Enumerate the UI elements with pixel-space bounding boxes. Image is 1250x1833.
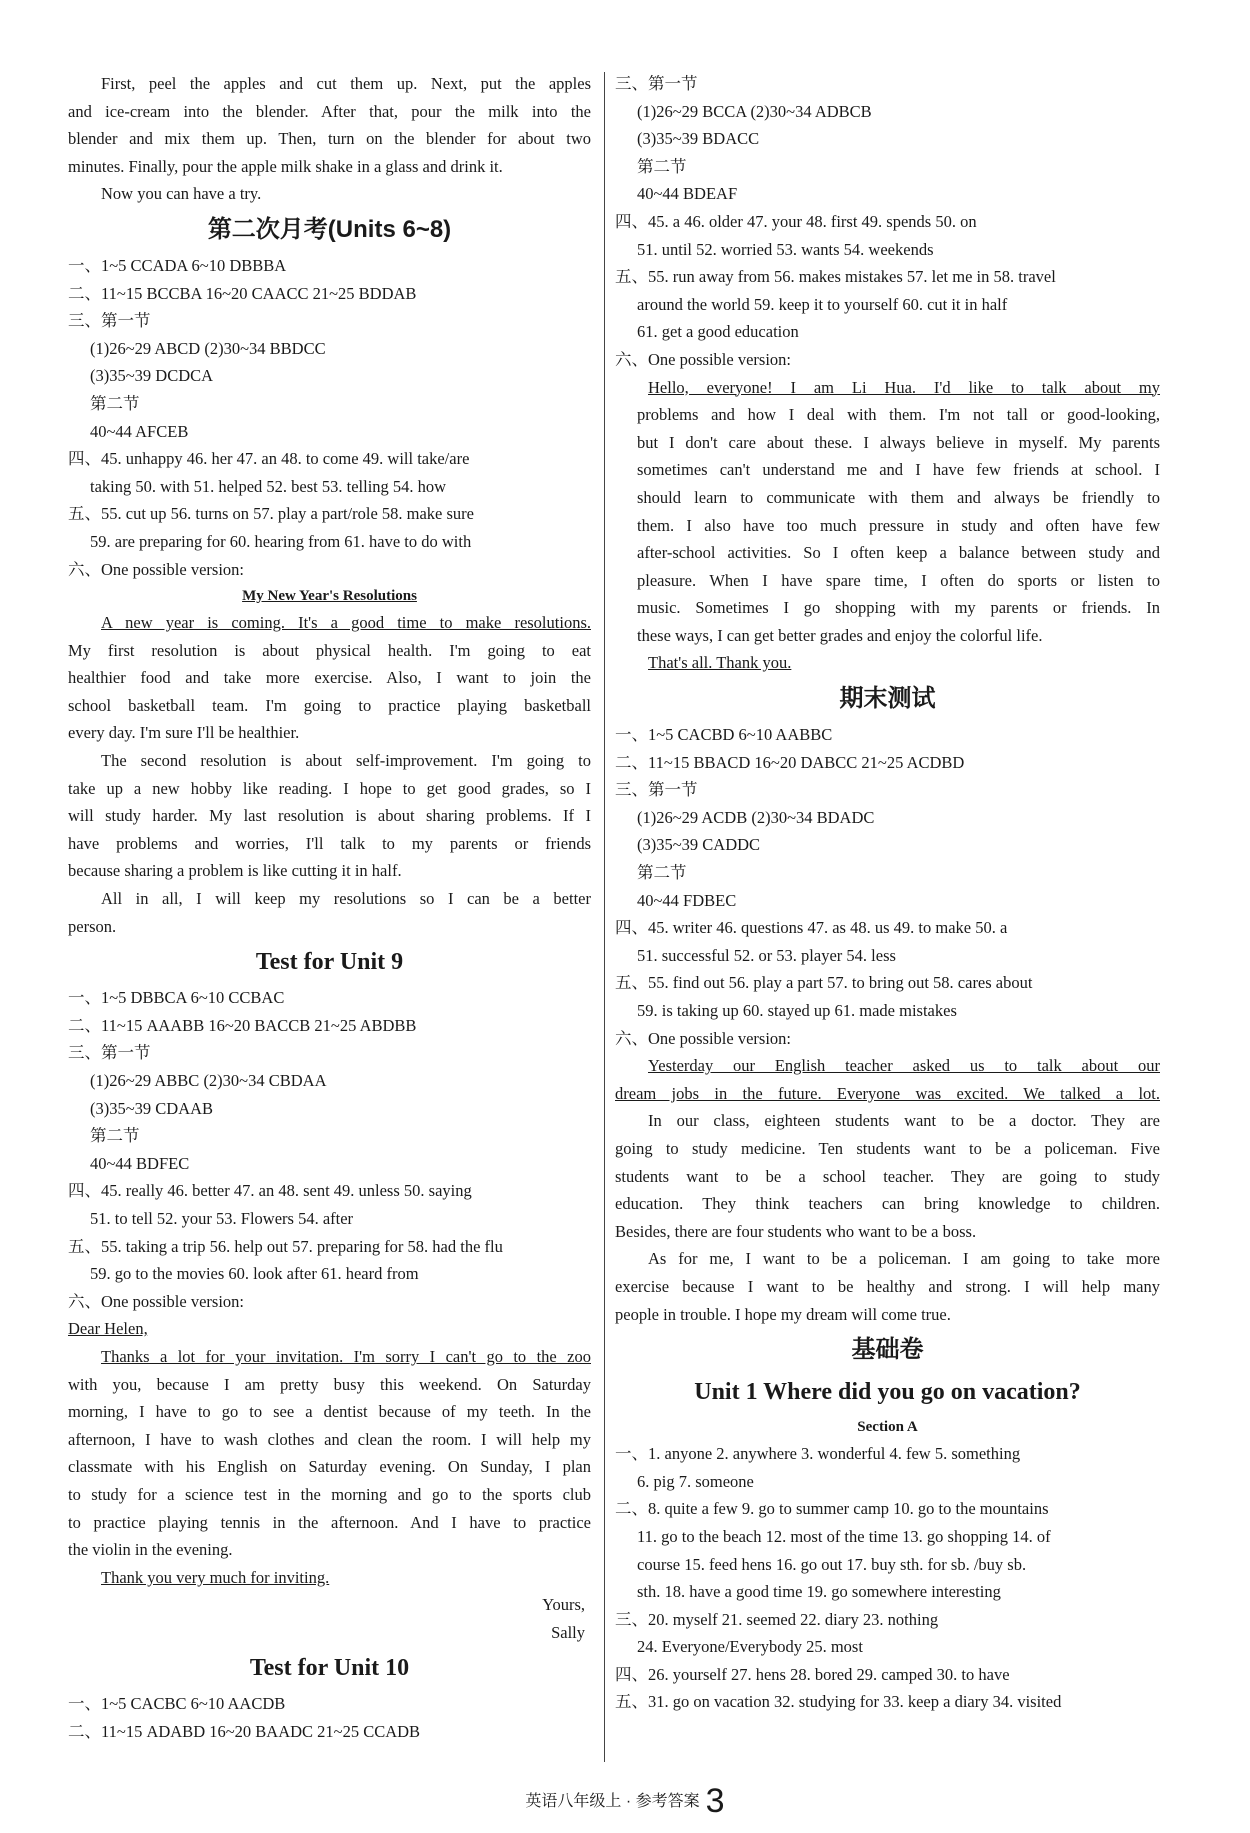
answer-line: 二、11~15 BCCBA 16~20 CAACC 21~25 BDDAB <box>68 283 417 303</box>
essay-line: All in all, I will keep my resolutions so I can be a better <box>101 889 591 909</box>
essay-line: take up a new hobby like reading. I hope to get good grades, so I <box>68 778 591 798</box>
answer-line: 四、45. a 46. older 47. your 48. first 49. spends 50. on <box>615 211 977 231</box>
answer-line: 六、One possible version: <box>615 349 791 369</box>
essay-line: Hello, everyone! I am Li Hua. I'd like to talk about my <box>648 377 1160 397</box>
essay-line: education. They think teachers can bring knowledge to children. <box>615 1194 1160 1214</box>
answer-line: 11. go to the beach 12. most of the time 13. go shopping 14. of <box>637 1526 1051 1546</box>
answer-line: 40~44 AFCEB <box>90 421 189 441</box>
essay-line: these ways, I can get better grades and enjoy the colorful life. <box>637 625 1043 645</box>
answer-line: taking 50. with 51. helped 52. best 53. telling 54. how <box>90 476 447 496</box>
answer-line: 六、One possible version: <box>68 559 244 579</box>
answer-line: 61. get a good education <box>637 322 799 342</box>
answer-line: 51. until 52. worried 53. wants 54. weekends <box>637 239 934 259</box>
answer-line: 24. Everyone/Everybody 25. most <box>637 1637 863 1657</box>
answer-line: 第二节 <box>90 1126 140 1146</box>
answer-line: 51. successful 52. or 53. player 54. less <box>637 945 896 965</box>
essay-line: minutes. Finally, pour the apple milk shake in a glass and drink it. <box>68 156 503 176</box>
page-number: 3 <box>705 1782 725 1820</box>
essay-line: with you, because I am pretty busy this weekend. On Saturday <box>68 1374 591 1394</box>
essay-line: have problems and worries, I'll talk to my parents or friends <box>68 833 591 853</box>
answer-line: 四、45. writer 46. questions 47. as 48. us 49. to make 50. a <box>615 918 1008 938</box>
answer-line: (3)35~39 CADDC <box>637 835 761 855</box>
answer-line: 一、1~5 CCADA 6~10 DBBBA <box>68 255 287 275</box>
essay-line: person. <box>68 916 117 936</box>
answer-line: 二、11~15 AAABB 16~20 BACCB 21~25 ABDBB <box>68 1015 417 1035</box>
essay-line: classmate with his English on Saturday evening. On Sunday, I plan <box>68 1457 591 1477</box>
answer-line: 第二节 <box>637 156 687 176</box>
essay-line: healthier food and take more exercise. Also, I want to join the <box>68 668 591 688</box>
essay-line: pleasure. When I have spare time, I often do sports or listen to <box>637 570 1160 590</box>
essay-line: Besides, there are four students who want to be a boss. <box>615 1221 977 1241</box>
essay-line: them. I also have too much pressure in study and often have few <box>637 515 1160 535</box>
answer-line: 59. is taking up 60. stayed up 61. made mistakes <box>637 1001 957 1020</box>
answer-line: around the world 59. keep it to yourself 60. cut it in half <box>637 294 1008 314</box>
answer-line: 五、31. go on vacation 32. studying for 33. keep a diary 34. visited <box>615 1692 1062 1712</box>
answer-line: 五、55. find out 56. play a part 57. to bring out 58. cares about <box>615 973 1033 993</box>
answer-line: 三、第一节 <box>68 311 151 331</box>
essay-line: going to study medicine. Ten students want to be a policeman. Five <box>615 1138 1160 1158</box>
answer-line: 五、55. taking a trip 56. help out 57. preparing for 58. had the flu <box>68 1236 503 1256</box>
column-divider <box>604 72 605 1762</box>
section-heading: 基础卷 <box>851 1336 924 1364</box>
essay-line: afternoon, I have to wash clothes and clean the room. I will help my <box>68 1429 591 1449</box>
essay-line: As for me, I want to be a policeman. I am going to take more <box>648 1249 1160 1269</box>
essay-line: My first resolution is about physical health. I'm going to eat <box>68 640 591 660</box>
answer-line: 六、One possible version: <box>68 1291 244 1311</box>
answer-line: (1)26~29 BCCA (2)30~34 ADBCB <box>637 101 872 121</box>
answer-line: 第二节 <box>637 863 687 883</box>
sub-heading: My New Year's Resolutions <box>242 588 417 605</box>
answer-line: (1)26~29 ABBC (2)30~34 CBDAA <box>90 1071 327 1090</box>
essay-line: Now you can have a try. <box>101 184 262 204</box>
answer-line: 四、45. really 46. better 47. an 48. sent 49. unless 50. saying <box>68 1181 472 1201</box>
essay-line: dream jobs in the future. Everyone was excited. We talked a lot. <box>615 1083 1160 1103</box>
footer-label: 英语八年级上 · 参考答案 <box>525 1793 700 1810</box>
essay-line: That's all. Thank you. <box>648 653 792 673</box>
essay-line: will study harder. My last resolution is about sharing problems. If I <box>68 806 591 826</box>
answer-line: 四、45. unhappy 46. her 47. an 48. to come 49. will take/are <box>68 449 470 469</box>
section-heading: Test for Unit 10 <box>249 1655 410 1682</box>
signature-line: Yours, <box>542 1595 585 1615</box>
essay-line: blender and mix them up. Then, turn on the blender for about two <box>68 129 591 149</box>
answer-line: 40~44 BDEAF <box>637 184 738 204</box>
essay-line: Thanks a lot for your invitation. I'm sorry I can't go to the zoo <box>101 1346 591 1366</box>
essay-line: and ice-cream into the blender. After that, pour the milk into the <box>68 101 591 121</box>
essay-line: First, peel the apples and cut them up. Next, put the apples <box>101 74 591 93</box>
answer-line: (1)26~29 ABCD (2)30~34 BBDCC <box>90 338 326 358</box>
left-column <box>68 70 591 1746</box>
answer-line: sth. 18. have a good time 19. go somewhere interesting <box>637 1582 1001 1602</box>
essay-line: The second resolution is about self-improvement. I'm going to <box>101 751 591 771</box>
answer-line: 59. go to the movies 60. look after 61. heard from <box>90 1264 419 1284</box>
essay-line: the violin in the evening. <box>68 1540 233 1560</box>
essay-line: exercise because I want to be healthy and strong. I will help many <box>615 1276 1160 1296</box>
essay-line: A new year is coming. It's a good time to make resolutions. <box>101 613 591 633</box>
answer-line: 五、55. cut up 56. turns on 57. play a part/role 58. make sure <box>68 504 474 524</box>
answer-line: 第二节 <box>90 393 140 413</box>
answer-line: 三、第一节 <box>68 1043 151 1063</box>
signature-line: Sally <box>551 1622 585 1642</box>
answer-line: 二、11~15 BBACD 16~20 DABCC 21~25 ACDBD <box>615 752 965 772</box>
section-heading: 期末测试 <box>839 685 936 713</box>
essay-line: people in trouble. I hope my dream will come true. <box>615 1304 951 1324</box>
answer-line: 三、第一节 <box>615 780 698 800</box>
answer-line: Dear Helen, <box>68 1319 148 1339</box>
essay-line: school basketball team. I'm going to practice playing basketball <box>68 695 591 715</box>
essay-line: because sharing a problem is like cutting it in half. <box>68 861 402 881</box>
section-heading: 第二次月考(Units 6~8) <box>207 215 452 243</box>
essay-line: after-school activities. So I often keep a balance between study and <box>637 543 1160 563</box>
answer-line: 五、55. run away from 56. makes mistakes 57. let me in 58. travel <box>615 267 1056 287</box>
essay-line: problems and how I deal with them. I'm not tall or good-looking, <box>637 405 1160 425</box>
essay-line: In our class, eighteen students want to be a doctor. They are <box>648 1111 1160 1131</box>
essay-line: to practice playing tennis in the afternoon. And I have to practice <box>68 1512 591 1532</box>
answer-line: 三、20. myself 21. seemed 22. diary 23. nothing <box>615 1609 939 1629</box>
section-heading: Test for Unit 9 <box>255 949 404 976</box>
section-heading: Unit 1 Where did you go on vacation? <box>694 1379 1081 1406</box>
answer-line: 40~44 BDFEC <box>90 1153 190 1173</box>
answer-line: (3)35~39 BDACC <box>637 129 760 149</box>
answer-line: (1)26~29 ACDB (2)30~34 BDADC <box>637 807 875 827</box>
essay-line: Yesterday our English teacher asked us to talk about our <box>648 1056 1160 1076</box>
essay-line: Thank you very much for inviting. <box>101 1567 330 1587</box>
essay-line: every day. I'm sure I'll be healthier. <box>68 723 300 743</box>
answer-line: 40~44 FDBEC <box>637 890 737 910</box>
answer-line: 一、1. anyone 2. anywhere 3. wonderful 4. few 5. something <box>615 1444 1021 1464</box>
answer-line: 二、8. quite a few 9. go to summer camp 10. go to the mountains <box>615 1499 1049 1519</box>
sub-heading: Section A <box>857 1419 918 1436</box>
answer-line: 一、1~5 CACBD 6~10 AABBC <box>615 725 833 745</box>
essay-line: but I don't care about these. I always believe in myself. My parents <box>637 432 1160 452</box>
essay-line: morning, I have to go to see a dentist because of my teeth. In the <box>68 1402 591 1422</box>
answer-line: 二、11~15 ADABD 16~20 BAADC 21~25 CCADB <box>68 1722 421 1742</box>
essay-line: sometimes can't understand me and I have few friends at school. I <box>637 460 1160 480</box>
answer-line: 三、第一节 <box>615 74 698 93</box>
answer-line: 一、1~5 DBBCA 6~10 CCBAC <box>68 988 285 1008</box>
answer-line: 六、One possible version: <box>615 1028 791 1048</box>
right-column <box>615 70 1160 1716</box>
answer-line: course 15. feed hens 16. go out 17. buy sth. for sb. /buy sb. <box>637 1554 1027 1574</box>
essay-line: should learn to communicate with them and always be friendly to <box>637 487 1160 507</box>
answer-line: (3)35~39 DCDCA <box>90 366 214 386</box>
answer-line: (3)35~39 CDAAB <box>90 1098 214 1118</box>
answer-line: 6. pig 7. someone <box>637 1471 754 1491</box>
answer-line: 59. are preparing for 60. hearing from 61. have to do with <box>90 531 472 551</box>
answer-line: 四、26. yourself 27. hens 28. bored 29. camped 30. to have <box>615 1664 1010 1684</box>
answer-line: 一、1~5 CACBC 6~10 AACDB <box>68 1694 286 1714</box>
answer-line: 51. to tell 52. your 53. Flowers 54. after <box>90 1208 354 1228</box>
essay-line: music. Sometimes I go shopping with my parents or friends. In <box>637 598 1160 618</box>
essay-line: students want to be a school teacher. They are going to study <box>615 1166 1160 1186</box>
page-footer <box>0 1782 1250 1821</box>
essay-line: to study for a science test in the morning and go to the sports club <box>68 1484 591 1504</box>
